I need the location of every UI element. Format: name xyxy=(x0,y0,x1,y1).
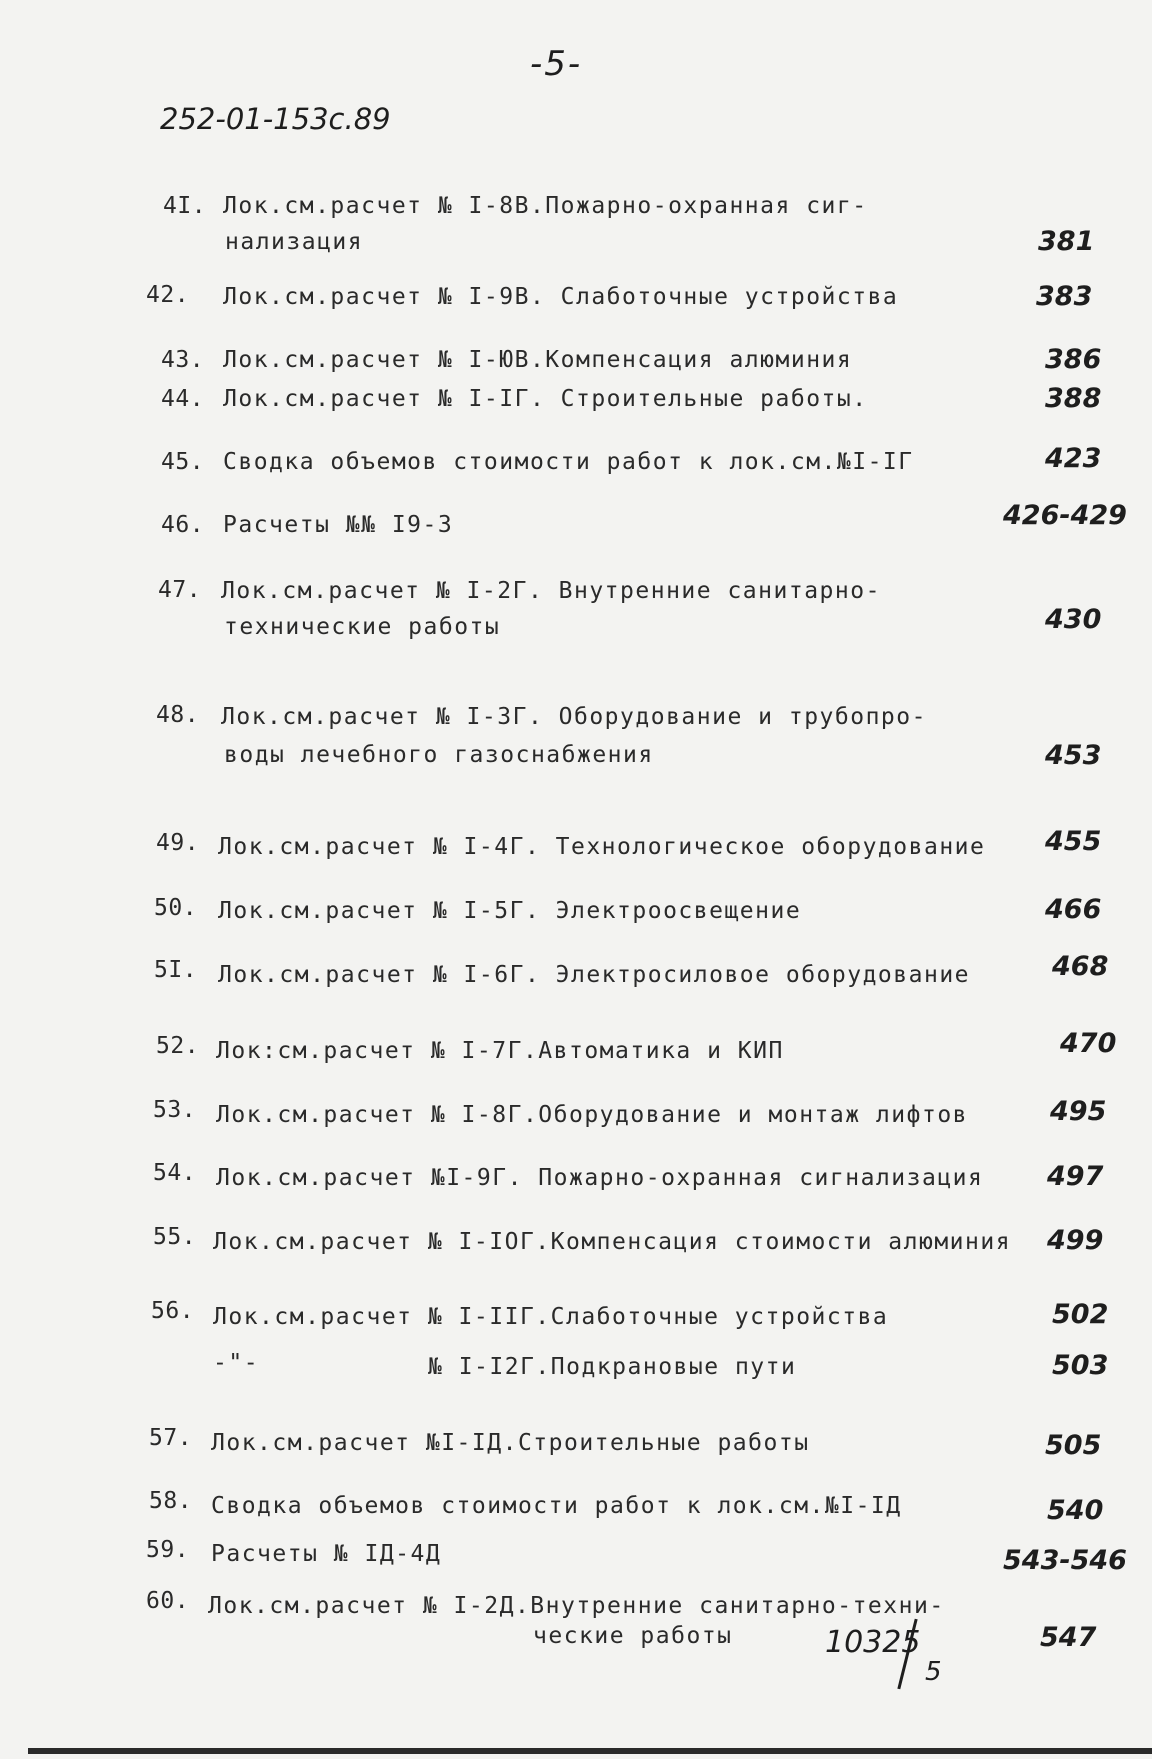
entry-page: 466 xyxy=(1045,894,1102,925)
entry-page: 455 xyxy=(1045,826,1102,857)
entry-text: Лок.см.расчет № I-4Г. Технологическое оборудование xyxy=(218,834,986,860)
entry-page: 423 xyxy=(1045,443,1102,474)
entry-page: 540 xyxy=(1047,1495,1104,1526)
entry-text: Лок.см.расчет № I-3Г. Оборудование и трубопро- xyxy=(221,704,927,730)
entry-text: Сводка объемов стоимости работ к лок.см.№I-IГ xyxy=(223,449,914,475)
entry-page: 543-546 xyxy=(1003,1545,1127,1576)
entry-text: Лок.см.расчет № I-8В.Пожарно-охранная сиг- xyxy=(223,193,868,219)
entry-number: 50. xyxy=(154,895,198,921)
entry-page: 497 xyxy=(1047,1161,1104,1192)
entry-page: 547 xyxy=(1040,1622,1097,1653)
entry-number: 42. xyxy=(146,282,190,308)
entry-text: Сводка объемов стоимости работ к лок.см.№I-IД xyxy=(211,1493,902,1519)
entry-text: нализация xyxy=(225,229,364,255)
entry-page: 505 xyxy=(1045,1430,1102,1461)
entry-number: 60. xyxy=(146,1588,190,1614)
entry-text: Лок.см.расчет № I-6Г. Электросиловое оборудование xyxy=(218,962,971,988)
entry-text: Лок.см.расчет № I-8Г.Оборудование и монтаж лифтов xyxy=(216,1102,969,1128)
entry-page: 386 xyxy=(1045,344,1102,375)
entry-text: Расчеты № IД-4Д xyxy=(211,1541,442,1567)
entry-number: 53. xyxy=(153,1097,197,1123)
entry-text: Лок:см.расчет № I-7Г.Автоматика и КИП xyxy=(216,1038,784,1064)
handwritten-sub: 5 xyxy=(925,1657,942,1687)
entry-number: 45. xyxy=(161,449,205,475)
entry-text: ческие работы xyxy=(533,1623,733,1649)
entry-number: 4I. xyxy=(163,193,207,219)
entry-page: 381 xyxy=(1038,226,1095,257)
entry-number: 48. xyxy=(156,702,200,728)
handwritten-number: 10325 xyxy=(825,1625,921,1660)
entry-number: 49. xyxy=(156,830,200,856)
entry-text: Лок.см.расчет №I-IД.Строительные работы xyxy=(211,1430,810,1456)
entry-text: Лок.см.расчет № I-2Д.Внутренние санитарно-техни- xyxy=(208,1593,945,1619)
entry-page: 468 xyxy=(1052,951,1109,982)
entry-text: технические работы xyxy=(224,614,501,640)
document-id: 252-01-153с.89 xyxy=(160,102,391,136)
entry-number: 46. xyxy=(161,512,205,538)
entry-text: Лок.см.расчет № I-IГ. Строительные работы. xyxy=(223,386,868,412)
entry-text: Лок.см.расчет № I-9В. Слаботочные устройства xyxy=(223,284,899,310)
entry-number: 59. xyxy=(146,1537,190,1563)
entry-page: 503 xyxy=(1052,1350,1109,1381)
entry-page: 388 xyxy=(1045,383,1102,414)
entry-number: 56. xyxy=(151,1298,195,1324)
bottom-edge-line xyxy=(28,1748,1152,1754)
entry-text: Лок.см.расчет №I-9Г. Пожарно-охранная сигнализация xyxy=(216,1165,984,1191)
entry-text: Лок.см.расчет № I-IОГ.Компенсация стоимости алюминия xyxy=(213,1229,1012,1255)
entry-page: 426-429 xyxy=(1003,500,1127,531)
entry-number: 5I. xyxy=(154,957,198,983)
entry-number: 44. xyxy=(161,386,205,412)
entry-page: 383 xyxy=(1036,281,1093,312)
entry-text: Лок.см.расчет № I-5Г. Электроосвещение xyxy=(218,898,802,924)
entry-text: Лок.см.расчет № I-2Г. Внутренние санитарно- xyxy=(221,578,881,604)
entry-text: Расчеты №№ I9-3 xyxy=(223,512,454,538)
entry-page: 470 xyxy=(1060,1028,1117,1059)
entry-number: 54. xyxy=(153,1160,197,1186)
entry-number: 52. xyxy=(156,1033,200,1059)
entry-page: 430 xyxy=(1045,604,1102,635)
entry-text: воды лечебного газоснабжения xyxy=(224,742,654,768)
entry-number: 43. xyxy=(161,347,205,373)
ditto-mark: -"- xyxy=(213,1350,260,1376)
entry-number: 57. xyxy=(149,1425,193,1451)
entry-page: 499 xyxy=(1047,1225,1104,1256)
entry-text: Лок.см.расчет № I-IIГ.Слаботочные устройства xyxy=(213,1304,889,1330)
entry-page: 502 xyxy=(1052,1299,1109,1330)
entry-text: Лок.см.расчет № I-ЮВ.Компенсация алюминия xyxy=(223,347,853,373)
entry-number: 58. xyxy=(149,1488,193,1514)
page-number: -5- xyxy=(530,44,583,84)
entry-page: 495 xyxy=(1050,1096,1107,1127)
entry-number: 47. xyxy=(158,577,202,603)
entry-text: № I-I2Г.Подкрановые пути xyxy=(428,1354,797,1380)
entry-page: 453 xyxy=(1045,740,1102,771)
entry-number: 55. xyxy=(153,1224,197,1250)
